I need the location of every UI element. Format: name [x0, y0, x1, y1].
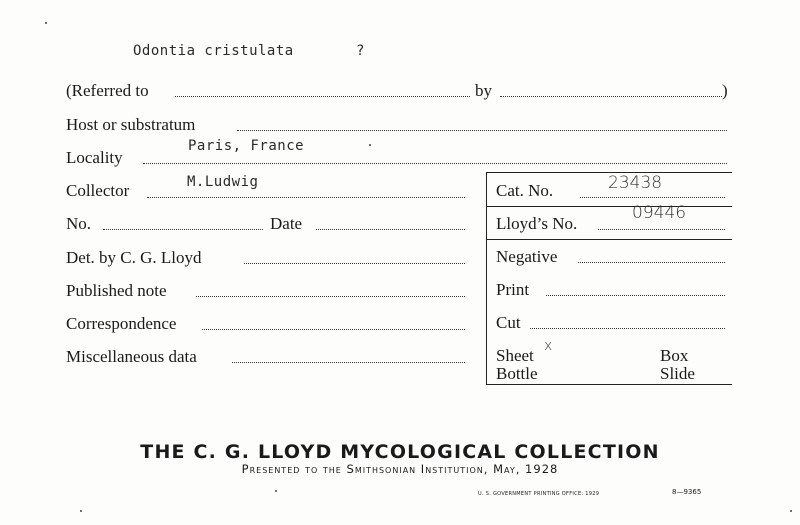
- cat-no-label: Cat. No.: [496, 181, 554, 200]
- referred-to-label: (Referred to: [66, 81, 149, 100]
- lloyds-no-line: [598, 229, 725, 230]
- negative-line: [578, 262, 725, 263]
- collector-label: Collector: [66, 181, 130, 200]
- printer-imprint: U. S. GOVERNMENT PRINTING OFFICE: 1929: [478, 491, 600, 497]
- published-note-label: Published note: [66, 281, 167, 300]
- by-line: [500, 96, 722, 97]
- cat-no-line: [580, 197, 725, 198]
- no-label: No.: [66, 214, 92, 233]
- locality-label: Locality: [66, 148, 123, 167]
- box-divider-1: [486, 206, 732, 207]
- collector-value: M.Ludwig: [187, 174, 259, 190]
- miscellaneous-line: [232, 362, 465, 363]
- negative-label: Negative: [496, 247, 558, 266]
- referred-to-line: [175, 96, 470, 97]
- lloyds-no-value: 09446: [632, 203, 687, 223]
- slide-label: Slide: [660, 364, 695, 383]
- by-label: by: [475, 81, 492, 100]
- box-label: Box: [660, 346, 689, 365]
- species-name: Odontia cristulata: [133, 43, 294, 59]
- collection-subtitle: Presented to the Smithsonian Institution, May, 1928: [241, 462, 559, 476]
- miscellaneous-label: Miscellaneous data: [66, 347, 197, 366]
- det-by-label: Det. by C. G. Lloyd: [66, 248, 202, 267]
- box-left-border: [486, 172, 487, 385]
- locality-line: [143, 163, 727, 164]
- collection-title: THE C. G. LLOYD MYCOLOGICAL COLLECTION: [140, 441, 660, 463]
- cut-line: [530, 328, 725, 329]
- date-label: Date: [270, 214, 303, 233]
- print-label: Print: [496, 280, 530, 299]
- box-bottom-border: [486, 384, 732, 385]
- close-paren: ): [722, 81, 728, 100]
- det-by-line: [244, 263, 465, 264]
- sheet-mark: x: [544, 338, 553, 354]
- scan-speck: [790, 510, 792, 512]
- host-label: Host or substratum: [66, 115, 196, 134]
- cat-no-value: 23438: [608, 173, 663, 193]
- date-line: [316, 229, 465, 230]
- scan-speck: [369, 144, 371, 146]
- scan-speck: [80, 510, 82, 512]
- host-line: [237, 130, 727, 131]
- sheet-label: Sheet: [496, 346, 534, 365]
- bottle-label: Bottle: [496, 364, 538, 383]
- published-note-line: [196, 296, 465, 297]
- box-divider-2: [486, 239, 732, 240]
- scan-speck: [275, 490, 277, 492]
- no-line: [103, 229, 263, 230]
- collector-line: [147, 197, 465, 198]
- correspondence-label: Correspondence: [66, 314, 177, 333]
- form-code: 8—9365: [672, 488, 702, 496]
- species-query-mark: ?: [356, 43, 365, 59]
- locality-value: Paris, France: [188, 138, 305, 154]
- lloyds-no-label: Lloyd’s No.: [496, 214, 578, 233]
- scan-speck: [45, 22, 47, 24]
- print-line: [546, 295, 725, 296]
- cut-label: Cut: [496, 313, 521, 332]
- correspondence-line: [202, 329, 465, 330]
